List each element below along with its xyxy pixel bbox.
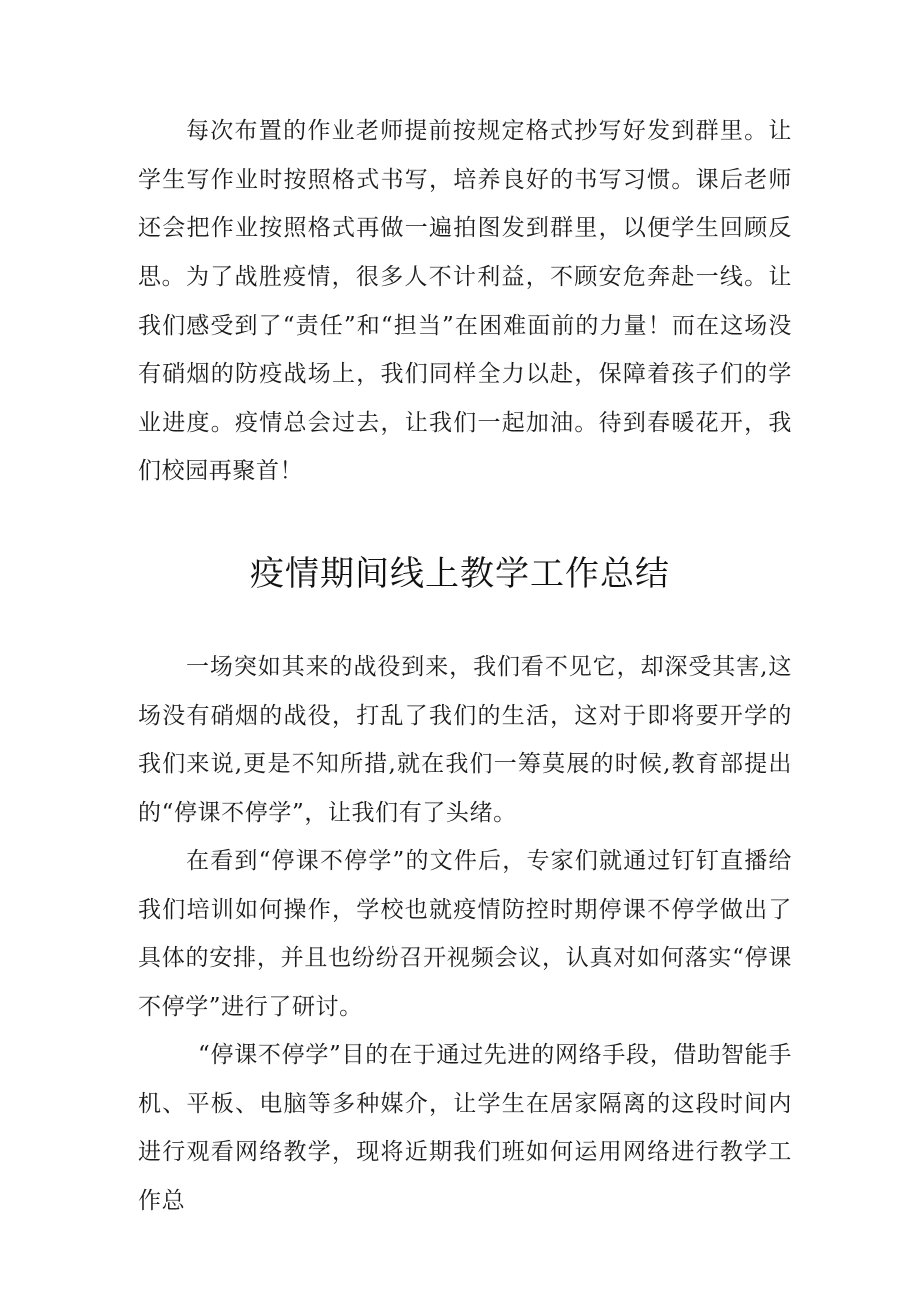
paragraph-sudden-battle: 一场突如其来的战役到来，我们看不见它，却深受其害,这场没有硝烟的战役，打乱了我们的生活，这对于即将要开学的我们来说,更是不知所措,就在我们一筹莫展的时候,教育部提出的“停课不停学”，让我们有了头绪。 <box>138 654 792 826</box>
paragraph-fight-epidemic: 为了战胜疫情，很多人不计利益，不顾安危奔赴一线。让我们感受到了“责任”和“担当”在困难面前的力量！而在这场没有硝烟的防疫战场上，我们同样全力以赴，保障着孩子们的学业进度。疫情总会过去，让我们一起加油。待到春暖花开，我们校园再聚首！ <box>138 264 792 484</box>
paragraph-homework-format: 每次布置的作业老师提前按规定格式抄写好发到群里。让学生写作业时按照格式书写，培养良好的书写习惯。课后老师还会把作业按照格式再做一遍拍图发到群里，以便学生回顾反思。 <box>138 118 792 290</box>
document-title: 疫情期间线上教学工作总结 <box>250 554 670 594</box>
paragraph-online-teaching-purpose: “停课不停学”目的在于通过先进的网络手段，借助智能手机、平板、电脑等多种媒介，让学生在居家隔离的这段时间内进行观看网络教学，现将近期我们班如何运用网络进行教学工作总 <box>138 1042 792 1214</box>
paragraph-training-arrangements: 在看到“停课不停学”的文件后，专家们就通过钉钉直播给我们培训如何操作，学校也就疫情防控时期停课不停学做出了具体的安排，并且也纷纷召开视频会议，认真对如何落实“停课不停学”进行了研讨。 <box>138 848 792 1020</box>
